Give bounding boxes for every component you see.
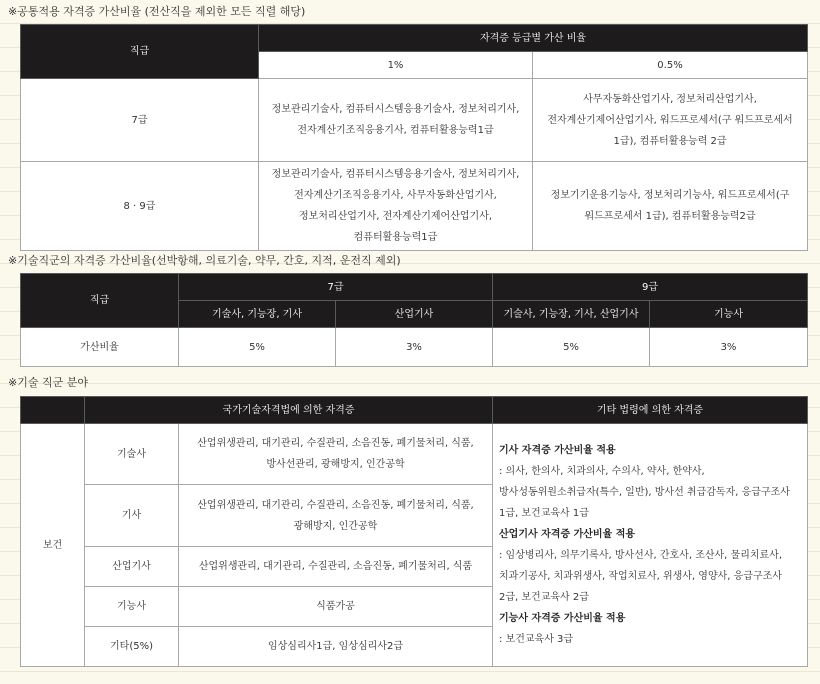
cert-cell-05pct: 정보기기운용기능사, 정보처리기능사, 워드프로세서(구 워드프로세서 1급), 컴퓨터활용능력2급 <box>533 162 808 251</box>
row-label: 가산비율 <box>21 328 179 367</box>
grade9-header: 9급 <box>493 274 808 301</box>
national-cert-header: 국가기술자격법에 의한 자격증 <box>85 397 493 424</box>
section1-caption: ※공통적용 자격증 가산비율 (전산직을 제외한 모든 직렬 해당) <box>8 5 306 18</box>
certs-cell: 임상심리사1급, 임상심리사2급 <box>179 627 493 667</box>
subheader-9-engineer: 기술사, 기능장, 기사, 산업기사 <box>493 301 650 328</box>
table-row <box>21 79 808 162</box>
section3-caption: ※기술 직군 분야 <box>8 376 88 389</box>
rate-value: 3% <box>336 328 493 367</box>
other-group-text: : 보건교육사 3급 <box>499 634 574 645</box>
certs-cell: 산업위생관리, 대기관리, 수질관리, 소음진동, 폐기물처리, 식품, 광해방지, 인간공학 <box>179 485 493 547</box>
grade7-header: 7급 <box>179 274 493 301</box>
rank-cell: 8 · 9급 <box>21 162 259 251</box>
rank-cell: 7급 <box>21 79 259 162</box>
section2-caption: ※기술직군의 자격증 가산비율(선박항해, 의료기술, 약무, 간호, 지적, 운전직 제외) <box>8 254 401 267</box>
blank-header <box>21 397 85 424</box>
cert-cell-1pct: 정보관리기술사, 컴퓨터시스템응용기술사, 정보처리기사, 전자계산기조직응용기사, 사무자동화산업기사, 정보처리산업기사, 전자계산기제어산업기사, 컴퓨터활용능력1급 <box>259 162 533 251</box>
cert-cell-1pct: 정보관리기술사, 컴퓨터시스템응용기술사, 정보처리기사, 전자계산기조직응용기사, 컴퓨터활용능력1급 <box>259 79 533 162</box>
cert-cell-05pct: 사무자동화산업기사, 정보처리산업기사, 전자계산기제어산업기사, 워드프로세서(구 워드프로세서 1급), 컴퓨터활용능력 2급 <box>533 79 808 162</box>
other-group-text: : 의사, 한의사, 치과의사, 수의사, 약사, 한약사, 방사성동위원소취급자(특수, 일반), 방사선 취급감독자, 응급구조사 1급, 보건교육사 1급 <box>499 466 790 519</box>
other-group-title: 기사 자격증 가산비율 적용 <box>499 445 616 456</box>
rate-value: 3% <box>650 328 808 367</box>
rate-value: 5% <box>179 328 336 367</box>
table-row <box>21 162 808 251</box>
rate-value: 5% <box>493 328 650 367</box>
grade-cell: 기술사 <box>85 424 179 485</box>
certs-cell: 산업위생관리, 대기관리, 수질관리, 소음진동, 폐기물처리, 식품, 방사선관리, 광해방지, 인간공학 <box>179 424 493 485</box>
field-cell: 보건 <box>21 424 85 667</box>
certs-cell: 산업위생관리, 대기관리, 수질관리, 소음진동, 폐기물처리, 식품 <box>179 547 493 587</box>
grade-cell: 기사 <box>85 485 179 547</box>
table-row <box>21 424 808 485</box>
common-cert-table <box>20 24 808 251</box>
grade-cell: 기타(5%) <box>85 627 179 667</box>
subheader-7-engineer: 기술사, 기능장, 기사 <box>179 301 336 328</box>
rank-header: 직급 <box>21 25 259 79</box>
other-group-title: 산업기사 자격증 가산비율 적용 <box>499 529 636 540</box>
rate-1pct-header: 1% <box>259 52 533 79</box>
table-row <box>21 328 808 367</box>
tech-cert-rate-table <box>20 273 808 367</box>
grade-cell: 기능사 <box>85 587 179 627</box>
tech-field-table <box>20 396 808 667</box>
other-group-title: 기능사 자격증 가산비율 적용 <box>499 613 626 624</box>
other-cert-header: 기타 법령에 의한 자격증 <box>493 397 808 424</box>
certs-cell: 식품가공 <box>179 587 493 627</box>
rate-group-header: 자격증 등급별 가산 비율 <box>259 25 808 52</box>
grade-cell: 산업기사 <box>85 547 179 587</box>
subheader-7-industrial: 산업기사 <box>336 301 493 328</box>
rate-05pct-header: 0.5% <box>533 52 808 79</box>
rank-header: 직급 <box>21 274 179 328</box>
other-certs-cell <box>493 424 808 667</box>
subheader-9-craftsman: 기능사 <box>650 301 808 328</box>
other-group-text: : 임상병리사, 의무기록사, 방사선사, 간호사, 조산사, 물리치료사, 치과기공사, 치과위생사, 작업치료사, 위생사, 영양사, 응급구조사 2급, 보건교육사 2급 <box>499 550 783 603</box>
